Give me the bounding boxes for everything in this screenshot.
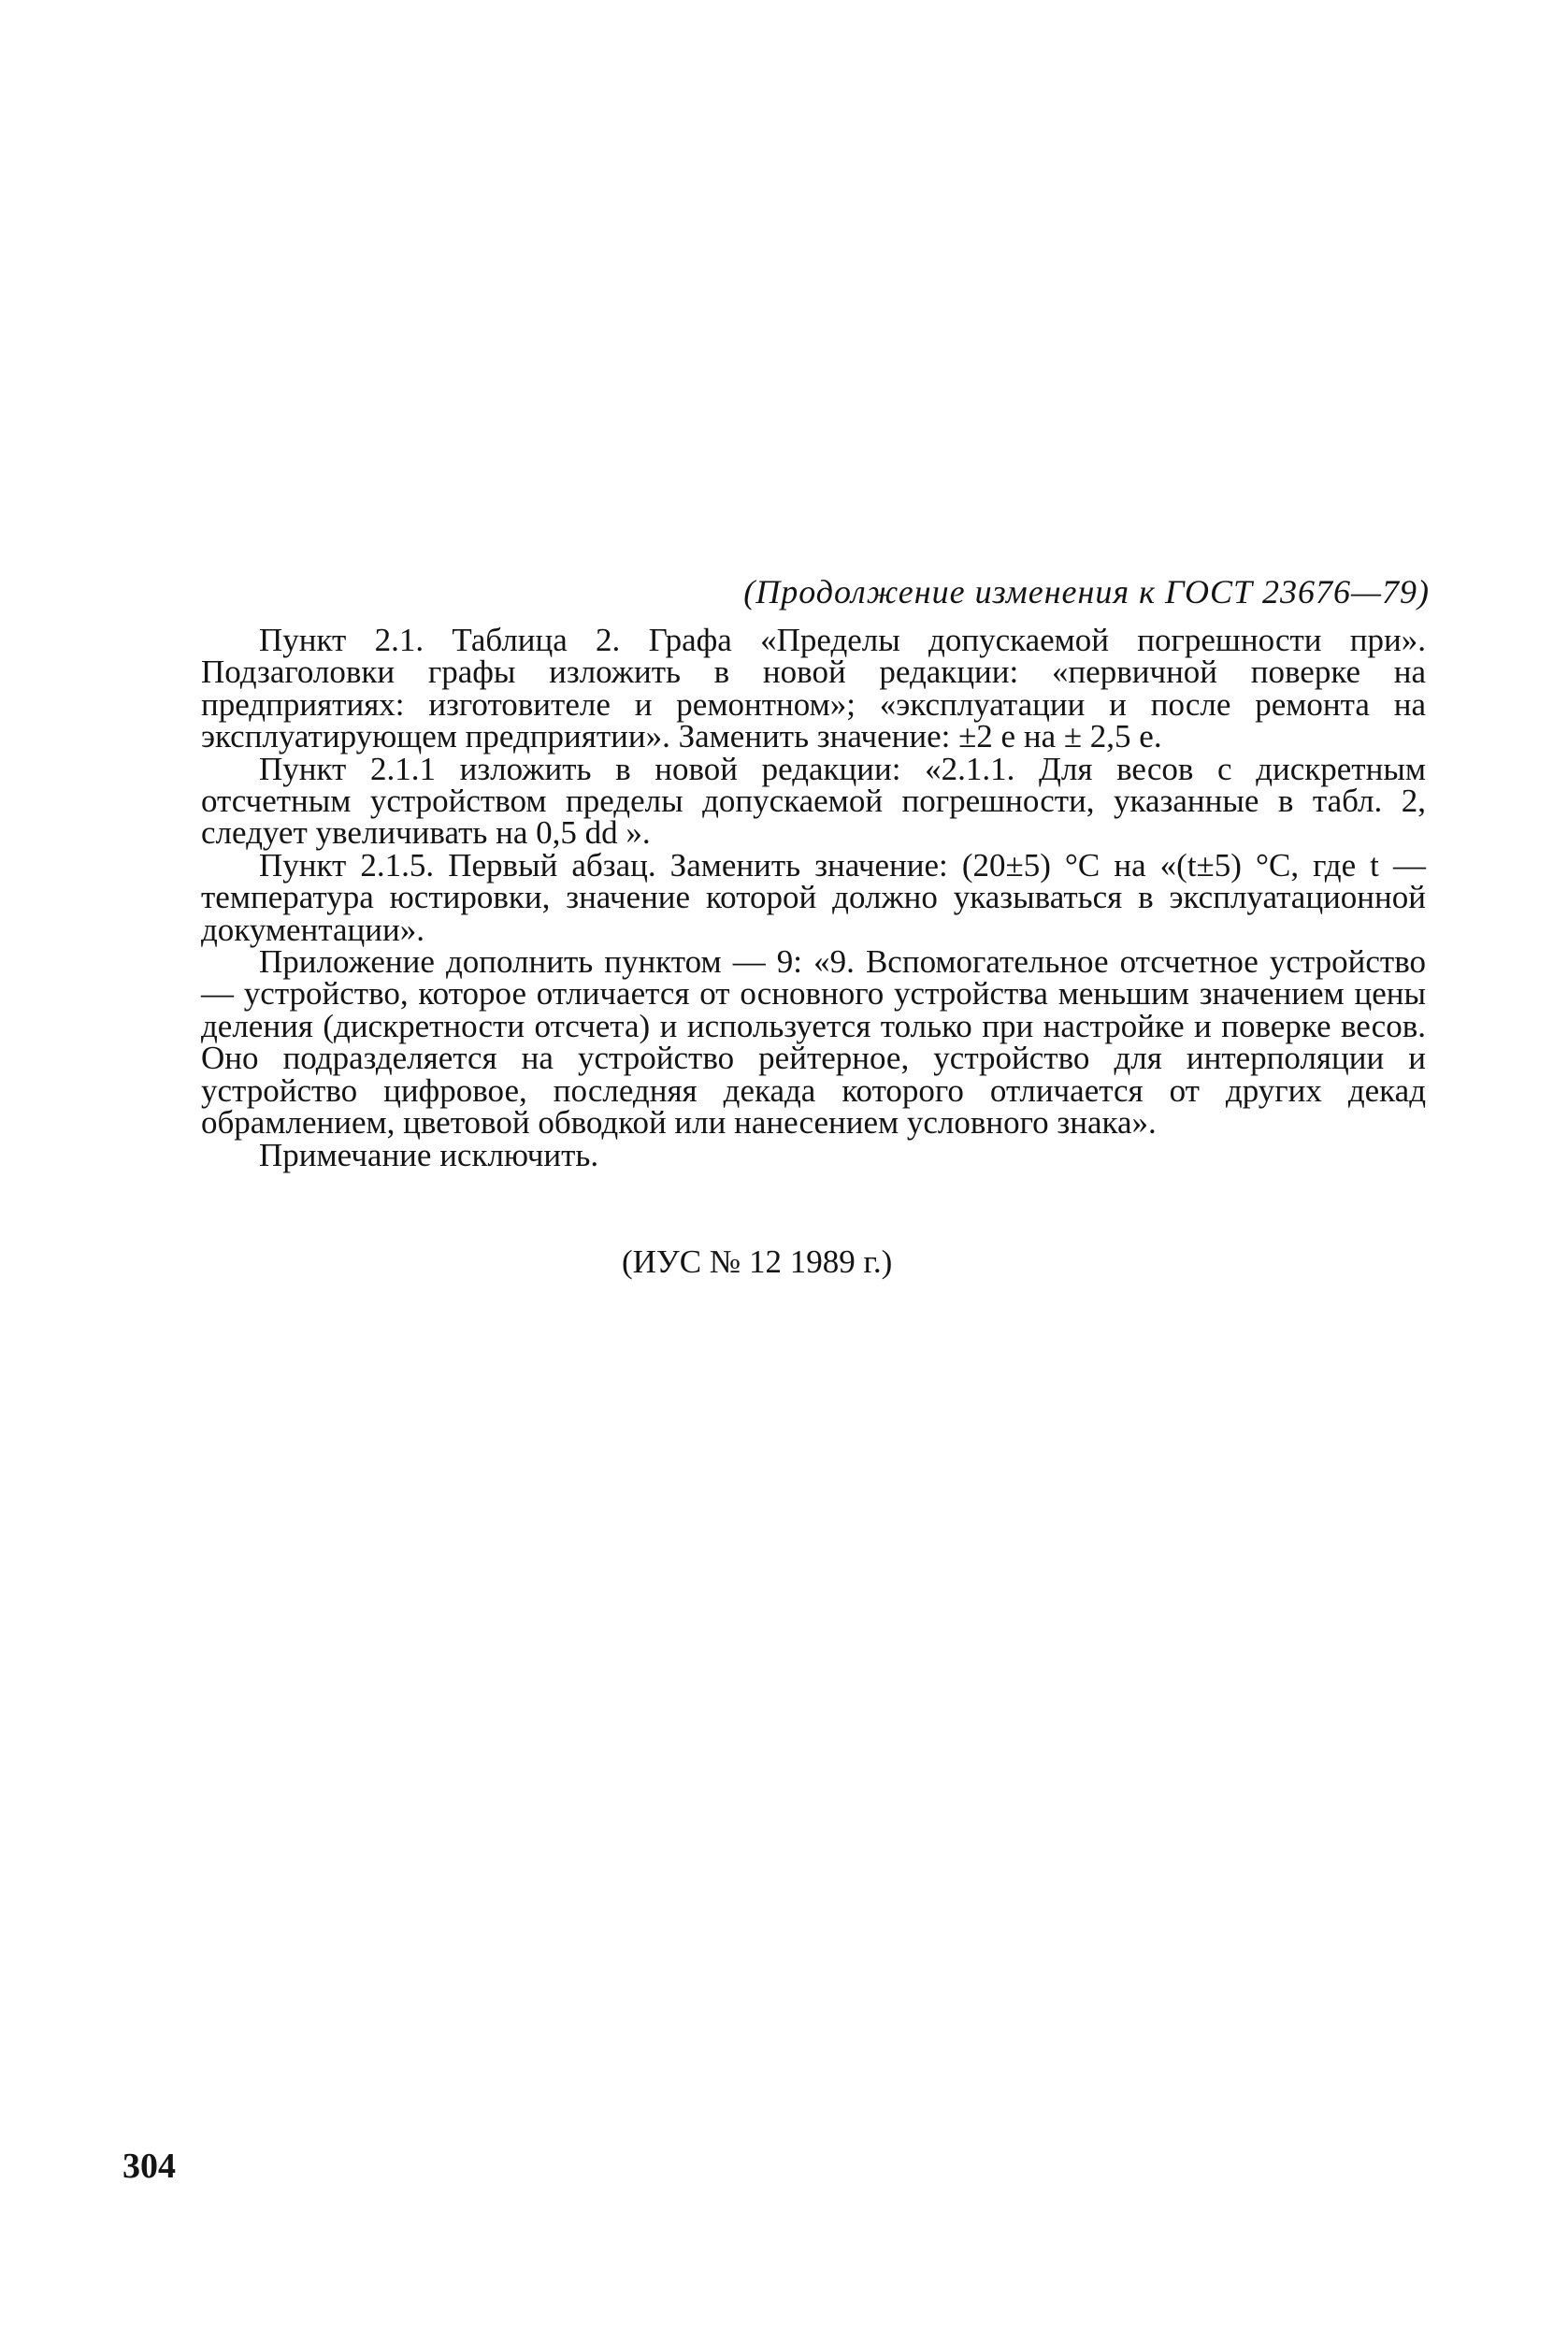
paragraph-clause-2-1: Пункт 2.1. Таблица 2. Графа «Пределы допускаемой погрешности при». Подзаголовки графы изложить в новой редакции: «первичной поверке на предприятиях: изготовителе и ремонтном»; «эксплуатации и после ремонта на эксплуатирующем предприятии». Заменить значение: ±2 е на ± 2,5 е. [201,622,1426,755]
paragraph-clause-2-1-5: Пункт 2.1.5. Первый абзац. Заменить значение: (20±5) °С на «(t±5) °С, где t — температура юстировки, значение которой должно указываться в эксплуатационной документации». [201,846,1426,948]
paragraph-appendix-9: Приложение дополнить пунктом — 9: «9. Вспомогательное отсчетное устройство — устройство, которое отличается от основного устройства меньшим значением цены деления (дискретности отсчета) и используется только при настройке и поверке весов. Оно подразделяется на устройство рейтерное, устройство для интерполяции и устройство цифровое, последняя декада которого отличается от других декад обрамлением, цветовой обводкой или нанесением условного знака». [201,943,1426,1142]
continuation-header: (Продолжение изменения к ГОСТ 23676—79) [743,573,1430,611]
page-number: 304 [122,2147,176,2186]
amendment-body [201,622,1426,1173]
source-reference: (ИУС № 12 1989 г.) [622,1243,893,1280]
paragraph-note-removal: Примечание исключить. [259,1136,599,1173]
paragraph-clause-2-1-1: Пункт 2.1.1 изложить в новой редакции: «2.1.1. Для весов с дискретным отсчетным устройством пределы допускаемой погрешности, указанные в табл. 2, следует увеличивать на 0,5 dd ». [201,750,1426,852]
